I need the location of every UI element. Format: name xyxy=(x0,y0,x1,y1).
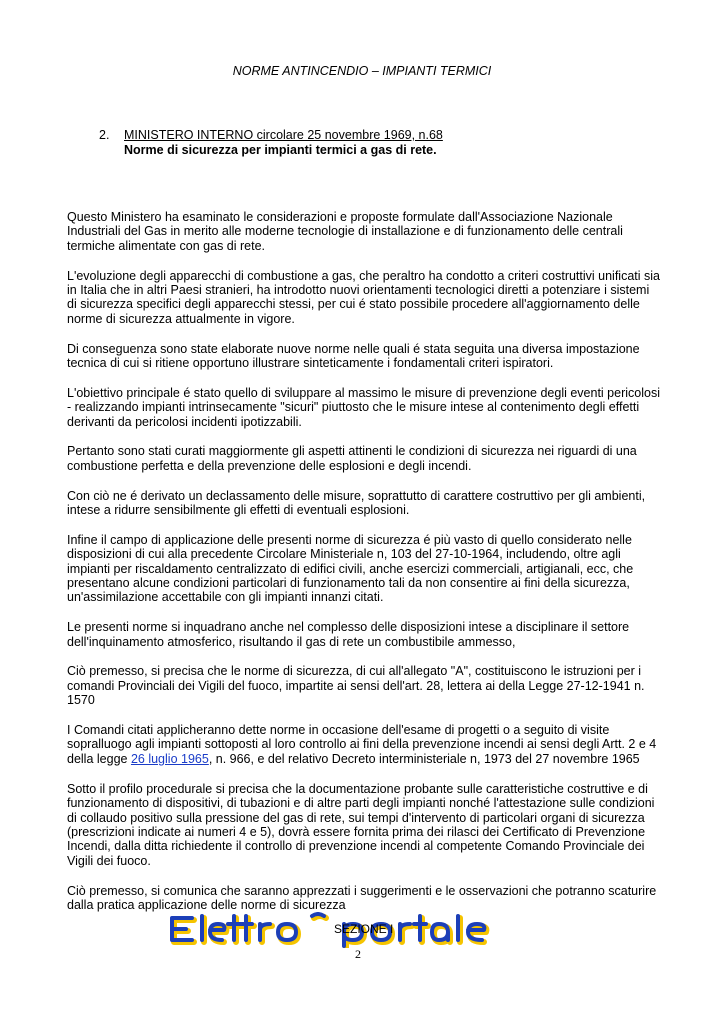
section-number: 2. xyxy=(99,128,110,142)
paragraph: L'obiettivo principale é stato quello di sviluppare al massimo le misure di prevenzione degli eventi pericolosi - realizzando impianti intrinsecamente "sicuri" piuttosto che le misure intese al contenimento degli effetti derivanti da pericolosi incidenti ipotizzabili. xyxy=(67,385,660,429)
paragraph: Ciò premesso, si comunica che saranno apprezzati i suggerimenti e le osservazioni che potranno scaturire dalla pratica applicazione delle norme di sicurezza xyxy=(67,883,657,912)
paragraph-comandi xyxy=(67,723,662,766)
paragraph: Con ciò ne é derivato un declassamento delle misure, soprattutto di carattere costruttivo per gli ambienti, intese a ridurre sensibilmente gli effetti di eventuali esplosioni. xyxy=(67,488,646,518)
paragraph: Le presenti norme si inquadrano anche nel complesso delle disposizioni intese a disciplinare il settore dell'inquinamento atmosferico, risultando il gas di rete un combustibile ammesso, xyxy=(67,620,630,649)
section-title: MINISTERO INTERNO circolare 25 novembre 1969, n.68 xyxy=(124,128,443,142)
paragraph: L'evoluzione degli apparecchi di combustione a gas, che peraltro ha condotto a criteri costruttivi unificati sia in Italia che in altri Paesi stranieri, ha introdotto nuovi orientamenti tecnologici diretti a potenziare i sistemi di sicurezza specifici degli apparecchi stessi, per cui é stato possibile procedere all'aggiornamento delle norme di sicurezza attualmente in vigore. xyxy=(67,268,660,326)
paragraph: Infine il campo di applicazione delle presenti norme di sicurezza é più vasto di quello considerato nelle disposizioni di cui alla precedente Circolare Ministeriale n, 103 del 27-10-1964, includendo, oltre agli impianti per riscaldamento centralizzato di edifici civili, anche esercizi commerciali, artigianali, ecc, che presentano alcune condizioni particolari di funzionamento tali da non consentire ai fini della sicurezza, un'assimilazione accettabile con gli impianti innanzi citati. xyxy=(67,532,634,605)
law-link[interactable]: 26 luglio 1965 xyxy=(130,751,209,766)
paragraph: Sotto il profilo procedurale si precisa che la documentazione probante sulle caratteristiche costruttive e di funzionamento di dispositivi, di tubazioni e di altre parti degli impianti nonché l'attestazione sulle condizioni di collaudo positivo sulla pressione del gas di rete, sui tempi d'intervento di particolari organi di sicurezza (prescrizioni indicate ai numeri 4 e 5), dovrà essere fornita prima dei rilasci dei Certificato di Prevenzione Incendi, dalla ditta richiedente il controllo di prevenzione incendi al competente Comando Provinciale dei Vigili dei fuoco. xyxy=(67,781,655,868)
paragraph-text: , n. 966, e del relativo Decreto interministeriale n, 1973 del 27 novembre 1965 xyxy=(208,751,640,766)
paragraph: Questo Ministero ha esaminato le considerazioni e proposte formulate dall'Associazione Nazionale Industriali del Gas in merito alle moderne tecnologie di installazione e di funzionamento delle centrali termiche alimentate con gas di rete. xyxy=(67,210,623,253)
paragraph: Di conseguenza sono state elaborate nuove norme nelle quali é stata seguita una diversa impostazione tecnica di cui si ritiene opportuno illustrare sinteticamente i fondamentali criteri ispiratori. xyxy=(67,341,640,371)
section-subtitle: Norme di sicurezza per impianti termici a gas di rete. xyxy=(124,143,437,157)
paragraph-text: I Comandi citati applicheranno dette norme in occasione dell'esame di progetti o a seguito di visite sopralluogo agli impianti sottoposti al loro controllo ai fini della prevenzione incendi ai sensi degli Artt. 2 e 4 della legge xyxy=(67,723,657,766)
page-footer xyxy=(166,912,506,962)
section-label: SEZIONE I xyxy=(334,922,394,936)
paragraph: Ciò premesso, si precisa che le norme di sicurezza, di cui all'allegato "A", costituiscono le istruzioni per i comandi Provinciali dei Vigili del fuoco, impartite ai sensi dell'art. 28, lettera ai della Legge 27-12-1941 n. 1570 xyxy=(67,664,645,708)
page-header: NORME ANTINCENDIO – IMPIANTI TERMICI xyxy=(232,64,492,78)
document-body xyxy=(67,210,662,928)
paragraph: Pertanto sono stati curati maggiormente gli aspetti attinenti le condizioni di sicurezza nei riguardi di una combustione perfetta e della prevenzione delle esplosioni e degli incendi. xyxy=(67,444,637,473)
page-number: 2 xyxy=(355,947,361,961)
